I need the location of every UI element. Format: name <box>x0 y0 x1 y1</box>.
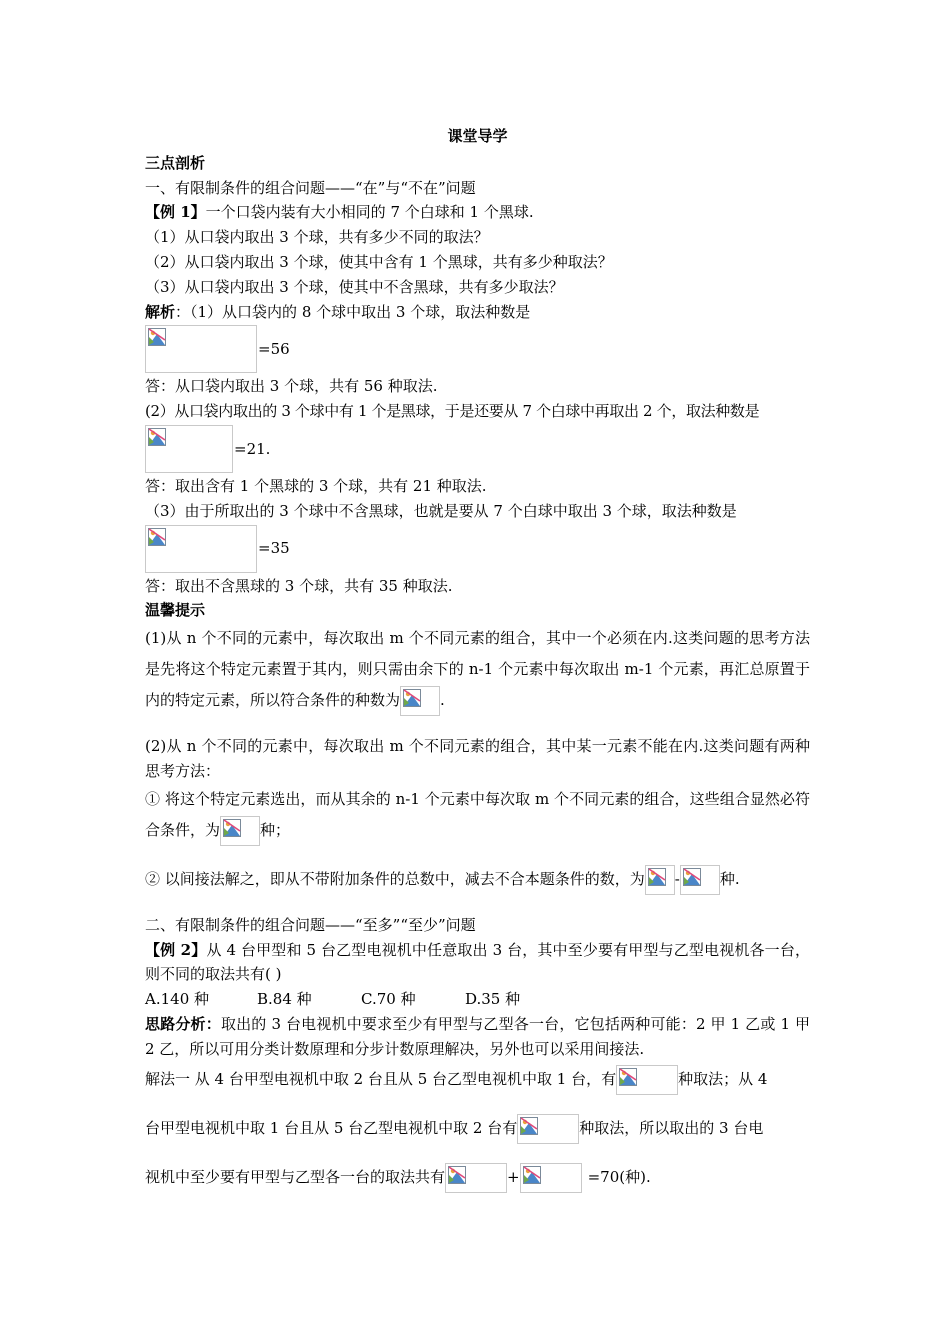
hint-label: 思路分析： <box>145 1014 221 1033</box>
analysis-part-3: （3）由于所取出的 3 个球中不含黑球，也就是要从 7 个白球中取出 3 个球，取法种数是 <box>145 501 737 520</box>
example-1-statement: 【例 1】一个口袋内装有大小相同的 7 个白球和 1 个黑球. <box>145 203 534 222</box>
formula-image-icon <box>616 1065 678 1095</box>
formula-result: =56 <box>258 339 290 358</box>
topic-heading-2: 二、有限制条件的组合问题——“至多”“至少”问题 <box>145 915 476 934</box>
formula-image-icon <box>645 865 675 895</box>
tip-2-method-2: ② 以间接法解之，即从不带附加条件的总数中，减去不合本题条件的数，为 - 种. <box>145 864 810 895</box>
formula-image-icon <box>520 1163 582 1193</box>
option-d: D.35 种 <box>465 990 521 1009</box>
document-page <box>145 124 810 1193</box>
formula-image-icon <box>145 425 233 473</box>
formula-line-2 <box>145 424 810 474</box>
topic-heading-1: 一、有限制条件的组合问题——“在”与“不在”问题 <box>145 178 476 197</box>
analysis-label: 解析 <box>145 302 176 321</box>
tip-1: (1)从 n 个不同的元素中，每次取出 m 个不同元素的组合，其中一个必须在内.这类问题的思考方法是先将这个特定元素置于其内，则只需由余下的 n-1 个元素中每次取出 m-1 个元素，再汇总原置于内的特定元素，所以符合条件的种数为 . <box>145 623 810 716</box>
answer-2: 答：取出含有 1 个黑球的 3 个球，共有 21 种取法. <box>145 476 487 495</box>
answer-options <box>145 987 810 1012</box>
solution-line-1: 解法一 从 4 台甲型电视机中取 2 台且从 5 台乙型电视机中取 1 台，有 种取法；从 4 <box>145 1064 810 1095</box>
question-1: （1）从口袋内取出 3 个球，共有多少不同的取法？ <box>145 228 489 247</box>
hint-analysis: 思路分析：取出的 3 台电视机中要求至少有甲型与乙型各一台，它包括两种可能：2 甲 1 乙或 1 甲 2 乙，所以可用分类计数原理和分步计数原理解决，另外也可以采用间接法. <box>145 1014 810 1058</box>
formula-image-icon <box>517 1114 579 1144</box>
formula-result: =21. <box>234 439 271 458</box>
section-heading: 三点剖析 <box>145 153 206 172</box>
formula-image-icon <box>680 865 720 895</box>
formula-result: =35 <box>258 539 290 558</box>
formula-image-icon <box>445 1163 507 1193</box>
question-3: （3）从口袋内取出 3 个球，使其中不含黑球，共有多少取法？ <box>145 277 564 296</box>
question-2: （2）从口袋内取出 3 个球，使其中含有 1 个黑球，共有多少种取法？ <box>145 252 613 271</box>
tips-heading: 温馨提示 <box>145 601 206 620</box>
formula-line-1 <box>145 324 810 374</box>
answer-1: 答：从口袋内取出 3 个球，共有 56 种取法. <box>145 377 438 396</box>
example-2-statement: 【例 2】从 4 台甲型和 5 台乙型电视机中任意取出 3 台，其中至少要有甲型与乙型电视机各一台，则不同的取法共有( ) <box>145 940 810 984</box>
example-label: 【例 1】 <box>145 203 206 222</box>
formula-line-3 <box>145 524 810 574</box>
solution-line-2: 台甲型电视机中取 1 台且从 5 台乙型电视机中取 2 台有 种取法，所以取出的 3 台电 <box>145 1113 810 1144</box>
formula-image-icon <box>400 686 440 716</box>
formula-image-icon <box>220 816 260 846</box>
option-a: A.140 种 <box>145 990 209 1009</box>
tip-2: (2)从 n 个不同的元素中，每次取出 m 个不同元素的组合，其中某一元素不能在内.这类问题有两种思考方法： <box>145 737 810 780</box>
option-b: B.84 种 <box>257 990 312 1009</box>
page-title: 课堂导学 <box>447 127 508 145</box>
formula-image-icon <box>145 325 257 373</box>
answer-3: 答：取出不含黑球的 3 个球，共有 35 种取法. <box>145 576 453 595</box>
analysis-line: 解析：（1）从口袋内的 8 个球中取出 3 个球，取法种数是 <box>145 302 531 321</box>
formula-image-icon <box>145 525 257 573</box>
tip-2-method-1: ① 将这个特定元素选出，而从其余的 n-1 个元素中每次取 m 个不同元素的组合，这些组合显然必符合条件，为 种； <box>145 784 810 846</box>
solution-line-3: 视机中至少要有甲型与乙型各一台的取法共有 + =70(种). <box>145 1162 810 1193</box>
analysis-part-2: (2）从口袋内取出的 3 个球中有 1 个是黑球，于是还要从 7 个白球中再取出 2 个，取法种数是 <box>145 402 760 421</box>
option-c: C.70 种 <box>361 990 416 1009</box>
example-label: 【例 2】 <box>145 940 207 959</box>
